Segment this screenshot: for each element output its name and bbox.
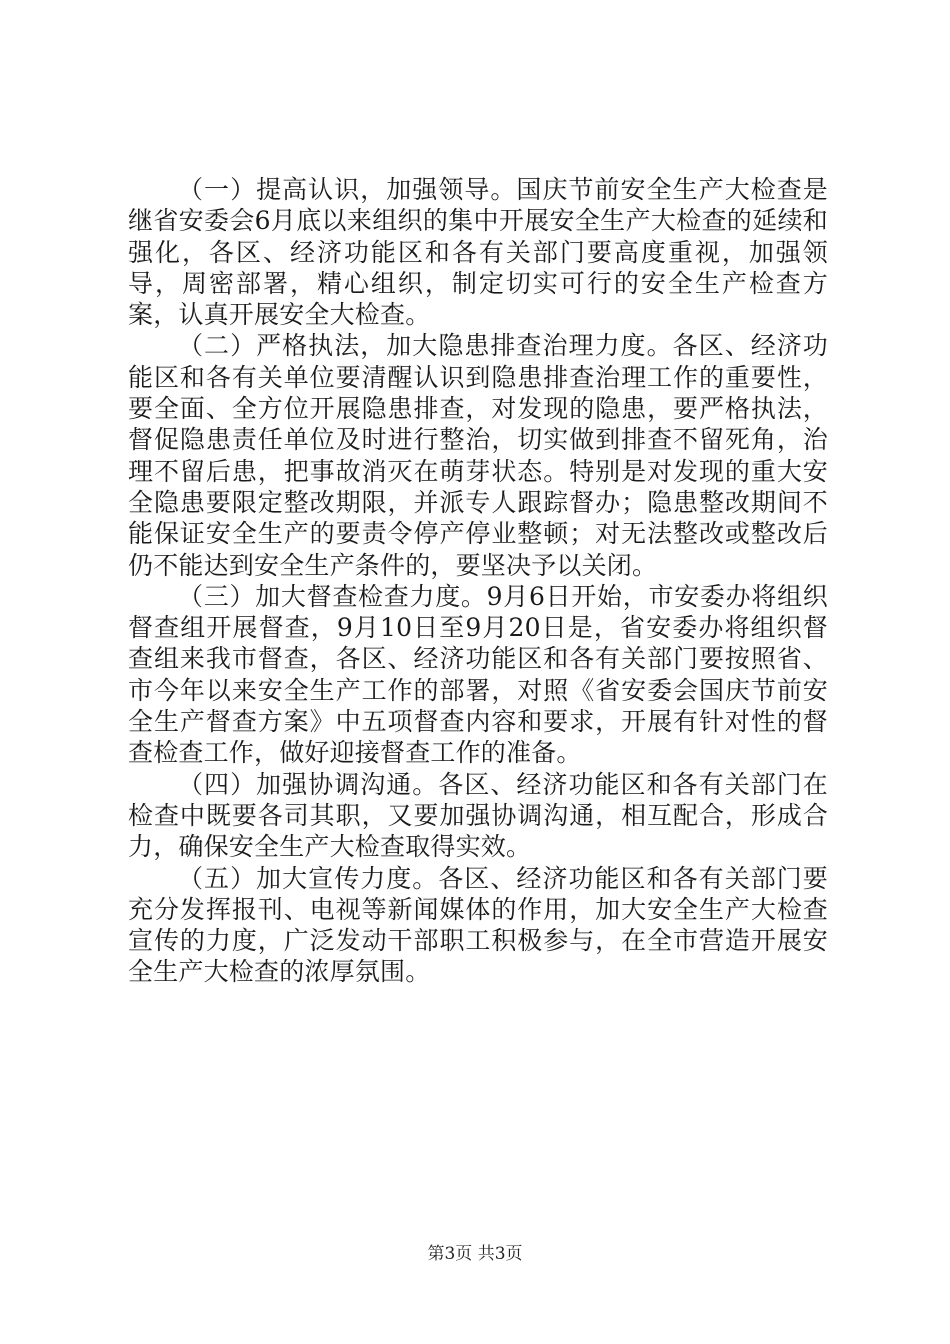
page-number-footer: 第3页 共3页 — [427, 1244, 523, 1264]
paragraph-1: （一）提高认识，加强领导。国庆节前安全生产大检查是继省安委会6月底以来组织的集中开展安全生产大检查的延续和强化，各区、经济功能区和各有关部门要高度重视，加强领导，周密部署，精心组织，制定切实可行的安全生产检查方案，认真开展安全大检查。 — [128, 175, 828, 330]
document-body — [128, 174, 828, 988]
paragraph-3: （三）加大督查检查力度。9月6日开始，市安委办将组织督查组开展督查，9月10日至9月20日是，省安委办将组织督查组来我市督查，各区、经济功能区和各有关部门要按照省、市今年以来安全生产工作的部署，对照《省安委会国庆节前安全生产督查方案》中五项督查内容和要求，开展有针对性的督查检查工作，做好迎接督查工作的准备。 — [128, 581, 828, 768]
paragraph-2: （二）严格执法，加大隐患排查治理力度。各区、经济功能区和各有关单位要清醒认识到隐患排查治理工作的重要性，要全面、全方位开展隐患排查，对发现的隐患，要严格执法，督促隐患责任单位及时进行整治，切实做到排查不留死角，治理不留后患，把事故消灭在萌芽状态。特别是对发现的重大安全隐患要限定整改期限，并派专人跟踪督办；隐患整改期间不能保证安全生产的要责令停产停业整顿；对无法整改或整改后仍不能达到安全生产条件的，要坚决予以关闭。 — [128, 331, 828, 580]
paragraph-5: （五）加大宣传力度。各区、经济功能区和各有关部门要充分发挥报刊、电视等新闻媒体的作用，加大安全生产大检查宣传的力度，广泛发动干部职工积极参与，在全市营造开展安全生产大检查的浓厚氛围。 — [128, 863, 828, 987]
paragraph-4: （四）加强协调沟通。各区、经济功能区和各有关部门在检查中既要各司其职，又要加强协调沟通，相互配合，形成合力，确保安全生产大检查取得实效。 — [128, 769, 828, 862]
